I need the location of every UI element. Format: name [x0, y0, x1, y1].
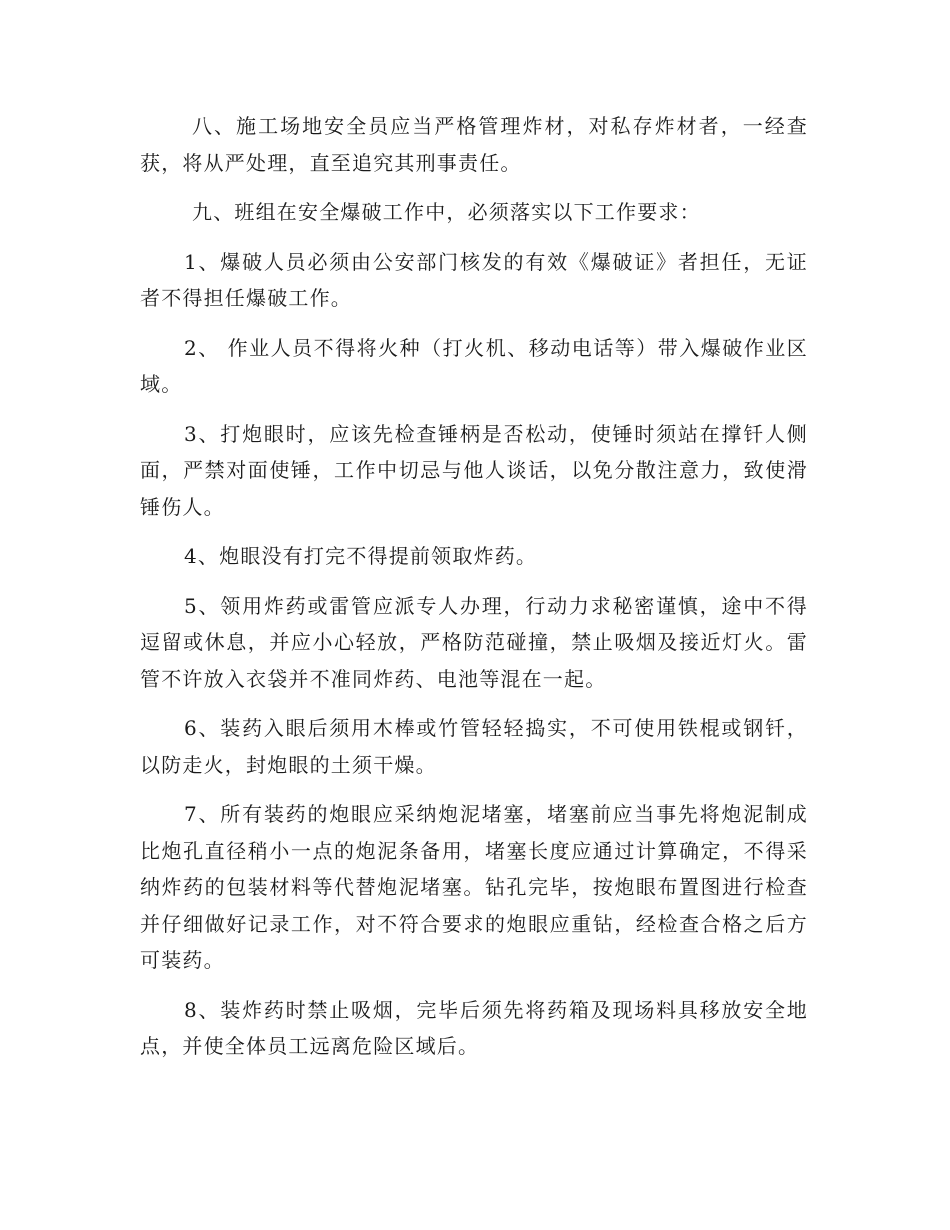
paragraph-9-team-requirements: 九、班组在安全爆破工作中，必须落实以下工作要求： [192, 200, 701, 224]
paragraph-item-7: 7、所有装药的炮眼应采纳炮泥堵塞，堵塞前应当事先将炮泥制成比炮孔直径稍小一点的炮泥条备用，堵塞长度应通过计算确定，不得采纳炸药的包装材料等代替炮泥堵塞。钻孔完毕，按炮眼布置图进行检查并仔细做好记录工作，对不符合要求的炮眼应重钻，经检查合格之后方可装药。 [140, 802, 808, 972]
paragraph-item-6: 6、装药入眼后须用木棒或竹管轻轻捣实，不可使用铁棍或钢钎，以防走火，封炮眼的土须干燥。 [140, 716, 808, 777]
paragraph-item-3: 3、打炮眼时，应该先检查锤柄是否松动，使锤时须站在撑钎人侧面，严禁对面使锤，工作中切忌与他人谈话，以免分散注意力，致使滑锤伤人。 [140, 421, 808, 519]
paragraph-item-1: 1、爆破人员必须由公安部门核发的有效《爆破证》者担任，无证者不得担任爆破工作。 [140, 249, 808, 310]
paragraph-item-4: 4、炮眼没有打完不得提前领取炸药。 [184, 544, 538, 568]
paragraph-item-5: 5、领用炸药或雷管应派专人办理，行动力求秘密谨慎，途中不得逗留或休息，并应小心轻放，严格防范碰撞，禁止吸烟及接近灯火。雷管不许放入衣袋并不准同炸药、电池等混在一起。 [140, 593, 808, 691]
paragraph-8-explosives-management: 八、施工场地安全员应当严格管理炸材，对私存炸材者，一经查获，将从严处理，直至追究其刑事责任。 [140, 114, 808, 175]
paragraph-item-8: 8、装炸药时禁止吸烟，完毕后须先将药箱及现场料具移放安全地点，并使全体员工远离危险区域后。 [140, 997, 808, 1058]
paragraph-item-2: 2、 作业人员不得将火种（打火机、移动电话等）带入爆破作业区域。 [140, 335, 808, 396]
document-body [140, 108, 808, 1078]
